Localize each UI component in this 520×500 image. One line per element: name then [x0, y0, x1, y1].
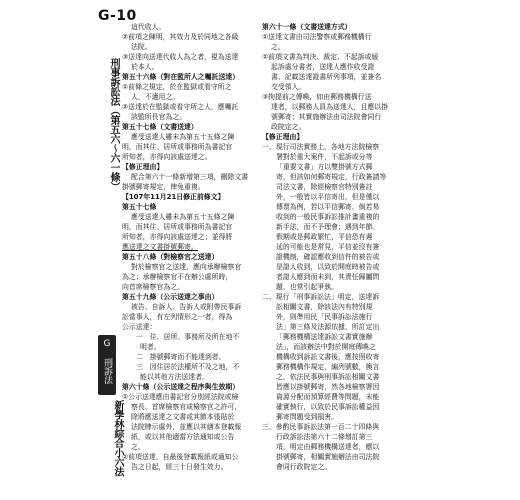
law-title-vertical: 刑事訴訟法（第五六～六一條） — [108, 58, 119, 191]
text-line: 法院。 — [131, 43, 152, 51]
text-line: ③送達向送達代收人為之者，視為送達 — [122, 53, 239, 61]
text-line: 法院牌示處外，並應以其繕本登載報 — [131, 423, 242, 431]
text-line: 達者，以郵務人員為送達人，且應以掛 — [271, 103, 389, 111]
article-heading: 第五十六條（對在監所人之囑託送達） — [122, 73, 240, 81]
text-line: 署對於重大案件，不起訴或分等 — [276, 153, 373, 161]
text-line: 者證人應到而未到，其責任歸屬問 — [276, 273, 380, 281]
text-line: 除將應送達之文書或其節本張貼於 — [131, 413, 235, 421]
text-line: ②前項文書為判決、裁定、不起訴或緩 — [262, 53, 379, 61]
text-line: 訟相關文書，除該法內有特別規 — [276, 303, 373, 311]
text-line: ①前條之規定，於在監獄或看守所之 — [122, 83, 232, 91]
text-line: 機構收到訴訟文書後，應按照收寄 — [276, 353, 380, 361]
text-line: 所知者，亦得向該處送達之。 — [122, 153, 212, 161]
article-heading: 【修正理由】 — [262, 133, 304, 141]
text-line: ②前項送達，自最後登載報紙或通知公 — [122, 453, 239, 461]
text-line: 告之日起，經三十日發生效力。 — [131, 463, 228, 471]
text-line: 掛號郵寄，相關實施辦法由司法院 — [276, 453, 380, 461]
text-line: 應受送達人雖未為第五十五條之陳 — [131, 213, 235, 221]
text-line: ②前項之陳明，其效力及於同地之各級 — [122, 33, 239, 41]
text-line: 寄，但該如何郵寄規定，行政簽請等 — [276, 173, 387, 181]
text-line: ③拘提前之傳喚，如由郵務機構行送 — [262, 93, 372, 101]
text-line: 人，不適用之。 — [131, 93, 180, 101]
text-line: 一 住、居所、事務所及所在地不 — [136, 333, 240, 341]
text-line: 向首席檢察官為之。 — [122, 283, 185, 291]
text-line: 皆應以掛號郵寄，然各地檢察署因 — [276, 383, 380, 391]
text-line: 收到的一般民事訴訟推計畫重複的 — [276, 213, 380, 221]
text-line: 三、參酌民事訴訟法第一百二十四條與 — [262, 423, 380, 431]
article-heading: 第五十八條（對檢察官之送達） — [122, 253, 219, 261]
text-line: 能以其他方法送達者。 — [140, 373, 209, 381]
text-line: 明，而其住、居所或事務所為書記官 — [122, 223, 233, 231]
text-line: 證機制，確認應收到信件的被告或 — [276, 253, 380, 261]
text-line: ②送達於在監獄或看守所之人，應囑託 — [122, 103, 239, 111]
text-line: 起訴處分書者，送達人應作收受證 — [271, 63, 375, 71]
text-line: 之。 — [271, 43, 285, 51]
article-heading: 第五十七條 — [122, 203, 157, 211]
text-line: 之。 — [131, 443, 145, 451]
text-line: 二 掛號郵寄而不能達到者。 — [136, 353, 226, 361]
text-line: 項，明定由郵務機構送達者，應以 — [276, 443, 380, 451]
text-column-right — [262, 22, 394, 472]
text-line: 「郵務機構送達訴訟文書實施辦 — [276, 333, 373, 341]
text-line: 行政訴訟法第六十二條增訂第三 — [276, 433, 373, 441]
section-tab — [98, 335, 116, 395]
section-tab-label: G 刑訴法 — [102, 339, 112, 384]
text-line: 應受送達人雖未為第五十五條之陳 — [131, 133, 235, 141]
text-line: 是證人收到，以致於開庭時被告或 — [276, 263, 380, 271]
text-line: 會同行政院定之。 — [276, 463, 332, 471]
text-line: 外，一般皆以平信寄出，但是僅以 — [276, 193, 380, 201]
text-line: 法」，而該辦法中對於開庭傳喚之 — [276, 343, 376, 351]
text-line: 於本人。 — [131, 63, 159, 71]
text-line: 明者。 — [140, 343, 161, 351]
text-line: 為之；承辦檢察官不在辦公處所時， — [122, 273, 233, 281]
article-heading: 第六十條（公示送達之程序與生效期） — [122, 383, 240, 391]
article-heading: 第六十一條（文書送達方式） — [262, 23, 352, 31]
text-line: 紙，或以其他適當方法通知或公告 — [131, 433, 235, 441]
text-line: 該監所長官為之。 — [131, 113, 187, 121]
text-line: 「重要文書」方以雙掛號方式郵 — [276, 163, 373, 171]
book-title-vertical: 新學林綜合小六法 — [112, 400, 123, 476]
article-heading: 第五十九條（公示送達之事由） — [122, 293, 219, 301]
text-line: 假期或是郵政繁忙，平信恐有遲 — [276, 233, 373, 241]
text-line: 公示送達： — [122, 323, 157, 331]
text-line: 一、現行司法實務上，各地方法院檢察 — [262, 143, 380, 151]
text-line: 配合第六十一條新增第三項，刪除文書 — [131, 173, 249, 181]
text-line: 之，依法民事與刑事訴訟相關文書 — [276, 373, 380, 381]
text-line: 傳票為例，若以平信郵寄，倘若易 — [276, 203, 380, 211]
text-line: 外，則準用民「民事訴訟法施行 — [276, 313, 373, 321]
page-number: G-10 — [98, 8, 137, 24]
text-line: 題，也常引起爭執。 — [276, 283, 339, 291]
text-line: 交受領人。 — [271, 83, 306, 91]
text-line: 號郵寄；其實施辦法由司法院會同行 — [271, 113, 382, 121]
text-line: 應送達之文書掛號郵寄。 — [122, 243, 198, 251]
text-line: 確實執行，以致於民事訴訟權益因 — [276, 403, 380, 411]
text-line: 察長、首席檢察官或檢察官之許可， — [131, 403, 242, 411]
text-line: 三 因住居於法權所不及之地，不 — [136, 363, 240, 371]
text-line: 新手法，而不予理會；遇到年節、 — [276, 223, 380, 231]
text-line: 被告、自訴人、告訴人或附帶民事訴 — [131, 303, 242, 311]
text-line: ①送達文書由司法警察或郵務機構行 — [262, 33, 372, 41]
text-line: 司法文書，除經檢察官特別簽註 — [276, 183, 373, 191]
text-line: 明，而其住、居所或事務所為書記官 — [122, 143, 233, 151]
text-line: 掛號郵寄規定，俾免重複。 — [122, 183, 205, 191]
text-line: 資源分配而預算經費等問題，未能 — [276, 393, 380, 401]
article-heading: 【修正理由】 — [122, 163, 164, 171]
article-heading: 第五十七條（文書送達） — [122, 123, 198, 131]
text-line: ①公示送達應由書記官分別經法院或檢 — [122, 393, 239, 401]
text-line: 所知者，亦得向該處送達之；並得將 — [122, 233, 233, 241]
text-line: 郵寄問題受到損害。 — [276, 413, 339, 421]
text-line: 對於檢察官之送達，應向承辦檢察官 — [131, 263, 242, 271]
text-line: 延的可能也是常見，平信並沒有簽 — [276, 243, 380, 251]
text-line: 郵務機構作規定，編列號數，換言 — [276, 363, 380, 371]
text-line: 書、記載送達證書所列事項，並簽名 — [271, 73, 382, 81]
text-line: 二、現行「刑事訴訟法」明定，送達訴 — [262, 293, 380, 301]
text-line: 這代收人。 — [131, 23, 166, 31]
text-line: 政院定之。 — [271, 123, 306, 131]
text-line: 法」第三條及法源依據，所訂定出 — [276, 323, 380, 331]
text-column-left — [122, 22, 254, 472]
text-line: 訟當事人，有左列情形之一者，得為 — [122, 313, 233, 321]
article-heading: 【107年11月21日修正前條文】 — [122, 193, 225, 201]
